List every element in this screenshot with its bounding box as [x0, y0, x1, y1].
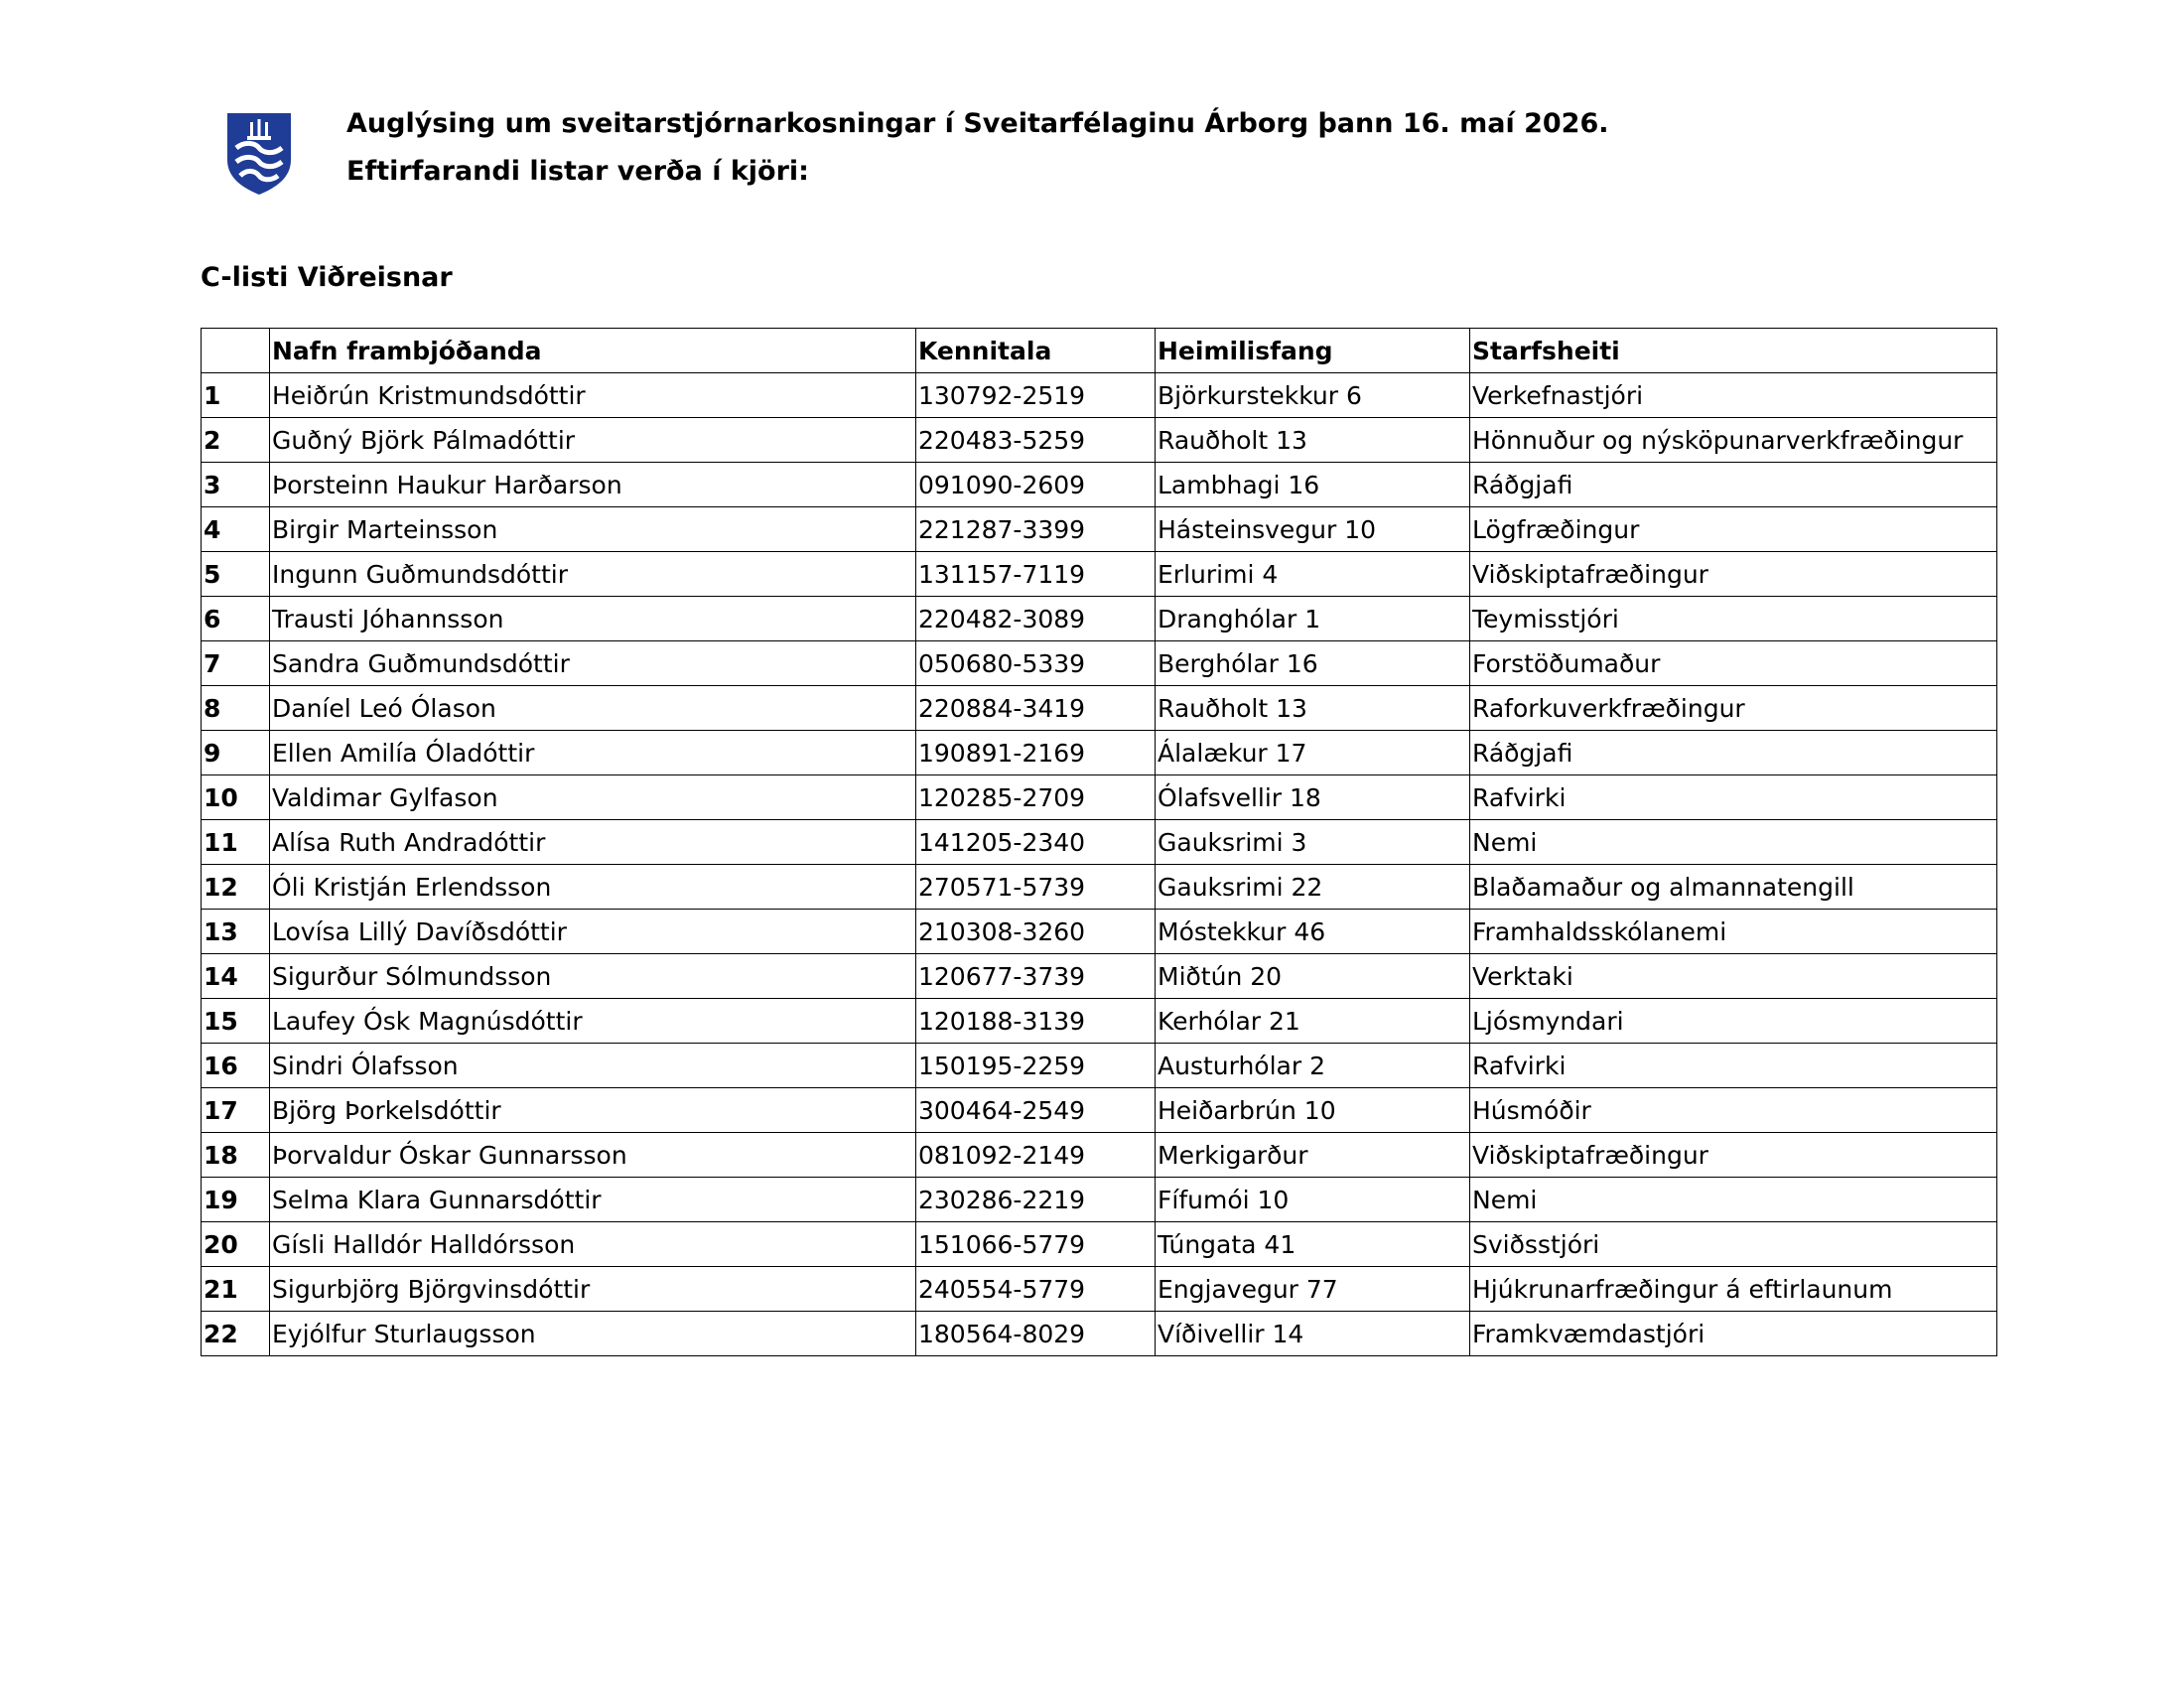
- candidate-number: 20: [202, 1222, 270, 1267]
- arborg-coat-of-arms-icon: [226, 112, 292, 196]
- candidate-kennitala: 300464-2549: [916, 1088, 1156, 1133]
- candidate-job: Viðskiptafræðingur: [1470, 1133, 1997, 1178]
- table-row: [202, 775, 1997, 820]
- candidate-name: Sandra Guðmundsdóttir: [270, 641, 916, 686]
- candidate-address: Merkigarður: [1156, 1133, 1470, 1178]
- candidate-job: Húsmóðir: [1470, 1088, 1997, 1133]
- candidate-name: Sigurbjörg Björgvinsdóttir: [270, 1267, 916, 1312]
- header-number: [202, 329, 270, 373]
- candidate-job: Rafvirki: [1470, 775, 1997, 820]
- candidate-kennitala: 221287-3399: [916, 507, 1156, 552]
- candidate-number: 15: [202, 999, 270, 1044]
- table-row: [202, 1222, 1997, 1267]
- candidate-number: 8: [202, 686, 270, 731]
- candidate-address: Miðtún 20: [1156, 954, 1470, 999]
- candidate-number: 19: [202, 1178, 270, 1222]
- candidate-job: Ljósmyndari: [1470, 999, 1997, 1044]
- table-row: [202, 865, 1997, 910]
- candidate-address: Kerhólar 21: [1156, 999, 1470, 1044]
- candidate-name: Eyjólfur Sturlaugsson: [270, 1312, 916, 1356]
- table-row: [202, 910, 1997, 954]
- candidate-job: Nemi: [1470, 820, 1997, 865]
- candidate-kennitala: 240554-5779: [916, 1267, 1156, 1312]
- table-row: [202, 954, 1997, 999]
- table-row: [202, 731, 1997, 775]
- table-row: [202, 507, 1997, 552]
- table-row: [202, 1133, 1997, 1178]
- header-address: Heimilisfang: [1156, 329, 1470, 373]
- candidate-number: 5: [202, 552, 270, 597]
- candidate-number: 6: [202, 597, 270, 641]
- candidate-address: Ólafsvellir 18: [1156, 775, 1470, 820]
- candidate-kennitala: 230286-2219: [916, 1178, 1156, 1222]
- header-kennitala: Kennitala: [916, 329, 1156, 373]
- candidate-number: 21: [202, 1267, 270, 1312]
- candidate-address: Hásteinsvegur 10: [1156, 507, 1470, 552]
- header-name: Nafn frambjóðanda: [270, 329, 916, 373]
- table-header-row: [202, 329, 1997, 373]
- candidate-number: 4: [202, 507, 270, 552]
- candidate-job: Ráðgjafi: [1470, 463, 1997, 507]
- candidate-kennitala: 220483-5259: [916, 418, 1156, 463]
- candidate-kennitala: 270571-5739: [916, 865, 1156, 910]
- candidate-kennitala: 120188-3139: [916, 999, 1156, 1044]
- candidate-number: 10: [202, 775, 270, 820]
- candidate-name: Sigurður Sólmundsson: [270, 954, 916, 999]
- list-title: C-listi Viðreisnar: [201, 262, 453, 293]
- candidate-address: Heiðarbrún 10: [1156, 1088, 1470, 1133]
- candidate-address: Erlurimi 4: [1156, 552, 1470, 597]
- candidate-name: Ellen Amilía Óladóttir: [270, 731, 916, 775]
- candidate-kennitala: 131157-7119: [916, 552, 1156, 597]
- announcement-subtitle: Eftirfarandi listar verða í kjöri:: [346, 156, 809, 187]
- candidate-job: Rafvirki: [1470, 1044, 1997, 1088]
- candidate-number: 17: [202, 1088, 270, 1133]
- candidate-number: 18: [202, 1133, 270, 1178]
- candidate-kennitala: 130792-2519: [916, 373, 1156, 418]
- candidate-name: Óli Kristján Erlendsson: [270, 865, 916, 910]
- candidate-kennitala: 081092-2149: [916, 1133, 1156, 1178]
- candidate-name: Valdimar Gylfason: [270, 775, 916, 820]
- candidate-name: Þorvaldur Óskar Gunnarsson: [270, 1133, 916, 1178]
- candidate-address: Dranghólar 1: [1156, 597, 1470, 641]
- candidate-number: 1: [202, 373, 270, 418]
- candidate-number: 13: [202, 910, 270, 954]
- candidate-name: Selma Klara Gunnarsdóttir: [270, 1178, 916, 1222]
- candidate-job: Raforkuverkfræðingur: [1470, 686, 1997, 731]
- candidate-address: Lambhagi 16: [1156, 463, 1470, 507]
- candidate-job: Lögfræðingur: [1470, 507, 1997, 552]
- candidate-name: Sindri Ólafsson: [270, 1044, 916, 1088]
- table-row: [202, 463, 1997, 507]
- table-row: [202, 418, 1997, 463]
- announcement-header: [346, 100, 1609, 196]
- candidate-name: Björg Þorkelsdóttir: [270, 1088, 916, 1133]
- table-row: [202, 1044, 1997, 1088]
- candidate-kennitala: 190891-2169: [916, 731, 1156, 775]
- candidate-name: Heiðrún Kristmundsdóttir: [270, 373, 916, 418]
- candidate-address: Björkurstekkur 6: [1156, 373, 1470, 418]
- candidate-number: 3: [202, 463, 270, 507]
- candidate-job: Hönnuður og nýsköpunarverkfræðingur: [1470, 418, 1997, 463]
- candidate-number: 7: [202, 641, 270, 686]
- candidate-address: Gauksrimi 22: [1156, 865, 1470, 910]
- candidate-name: Birgir Marteinsson: [270, 507, 916, 552]
- candidate-kennitala: 120677-3739: [916, 954, 1156, 999]
- candidate-number: 11: [202, 820, 270, 865]
- table-row: [202, 1088, 1997, 1133]
- candidate-kennitala: 120285-2709: [916, 775, 1156, 820]
- candidate-kennitala: 150195-2259: [916, 1044, 1156, 1088]
- candidate-address: Fífumói 10: [1156, 1178, 1470, 1222]
- candidate-number: 16: [202, 1044, 270, 1088]
- candidate-address: Túngata 41: [1156, 1222, 1470, 1267]
- table-row: [202, 552, 1997, 597]
- table-row: [202, 597, 1997, 641]
- table-row: [202, 999, 1997, 1044]
- table-row: [202, 641, 1997, 686]
- candidate-job: Framkvæmdastjóri: [1470, 1312, 1997, 1356]
- candidate-name: Þorsteinn Haukur Harðarson: [270, 463, 916, 507]
- candidate-number: 22: [202, 1312, 270, 1356]
- candidate-name: Gísli Halldór Halldórsson: [270, 1222, 916, 1267]
- announcement-title: Auglýsing um sveitarstjórnarkosningar í Sveitarfélaginu Árborg þann 16. maí 2026.: [346, 108, 1609, 139]
- candidate-name: Alísa Ruth Andradóttir: [270, 820, 916, 865]
- candidate-address: Víðivellir 14: [1156, 1312, 1470, 1356]
- candidate-name: Laufey Ósk Magnúsdóttir: [270, 999, 916, 1044]
- candidate-kennitala: 220482-3089: [916, 597, 1156, 641]
- candidate-address: Móstekkur 46: [1156, 910, 1470, 954]
- candidate-name: Ingunn Guðmundsdóttir: [270, 552, 916, 597]
- candidate-kennitala: 151066-5779: [916, 1222, 1156, 1267]
- candidate-address: Berghólar 16: [1156, 641, 1470, 686]
- candidate-name: Trausti Jóhannsson: [270, 597, 916, 641]
- candidate-job: Ráðgjafi: [1470, 731, 1997, 775]
- candidate-job: Blaðamaður og almannatengill: [1470, 865, 1997, 910]
- candidate-number: 12: [202, 865, 270, 910]
- header-job: Starfsheiti: [1470, 329, 1997, 373]
- candidate-kennitala: 210308-3260: [916, 910, 1156, 954]
- table-row: [202, 1178, 1997, 1222]
- candidate-job: Hjúkrunarfræðingur á eftirlaunum: [1470, 1267, 1997, 1312]
- candidate-address: Austurhólar 2: [1156, 1044, 1470, 1088]
- candidate-address: Gauksrimi 3: [1156, 820, 1470, 865]
- candidate-number: 14: [202, 954, 270, 999]
- candidate-job: Verktaki: [1470, 954, 1997, 999]
- candidates-table: [201, 328, 1997, 1356]
- candidate-address: Álalækur 17: [1156, 731, 1470, 775]
- candidate-job: Viðskiptafræðingur: [1470, 552, 1997, 597]
- candidate-address: Rauðholt 13: [1156, 686, 1470, 731]
- candidate-job: Framhaldsskólanemi: [1470, 910, 1997, 954]
- candidate-number: 9: [202, 731, 270, 775]
- candidate-name: Daníel Leó Ólason: [270, 686, 916, 731]
- candidate-address: Engjavegur 77: [1156, 1267, 1470, 1312]
- candidate-kennitala: 091090-2609: [916, 463, 1156, 507]
- table-row: [202, 373, 1997, 418]
- candidate-job: Nemi: [1470, 1178, 1997, 1222]
- candidate-job: Forstöðumaður: [1470, 641, 1997, 686]
- candidate-kennitala: 220884-3419: [916, 686, 1156, 731]
- table-row: [202, 686, 1997, 731]
- candidate-address: Rauðholt 13: [1156, 418, 1470, 463]
- candidate-kennitala: 050680-5339: [916, 641, 1156, 686]
- table-row: [202, 1312, 1997, 1356]
- candidate-number: 2: [202, 418, 270, 463]
- candidate-name: Guðný Björk Pálmadóttir: [270, 418, 916, 463]
- candidate-name: Lovísa Lillý Davíðsdóttir: [270, 910, 916, 954]
- table-row: [202, 820, 1997, 865]
- table-row: [202, 1267, 1997, 1312]
- candidate-job: Sviðsstjóri: [1470, 1222, 1997, 1267]
- candidate-kennitala: 141205-2340: [916, 820, 1156, 865]
- candidate-kennitala: 180564-8029: [916, 1312, 1156, 1356]
- candidate-job: Verkefnastjóri: [1470, 373, 1997, 418]
- candidate-job: Teymisstjóri: [1470, 597, 1997, 641]
